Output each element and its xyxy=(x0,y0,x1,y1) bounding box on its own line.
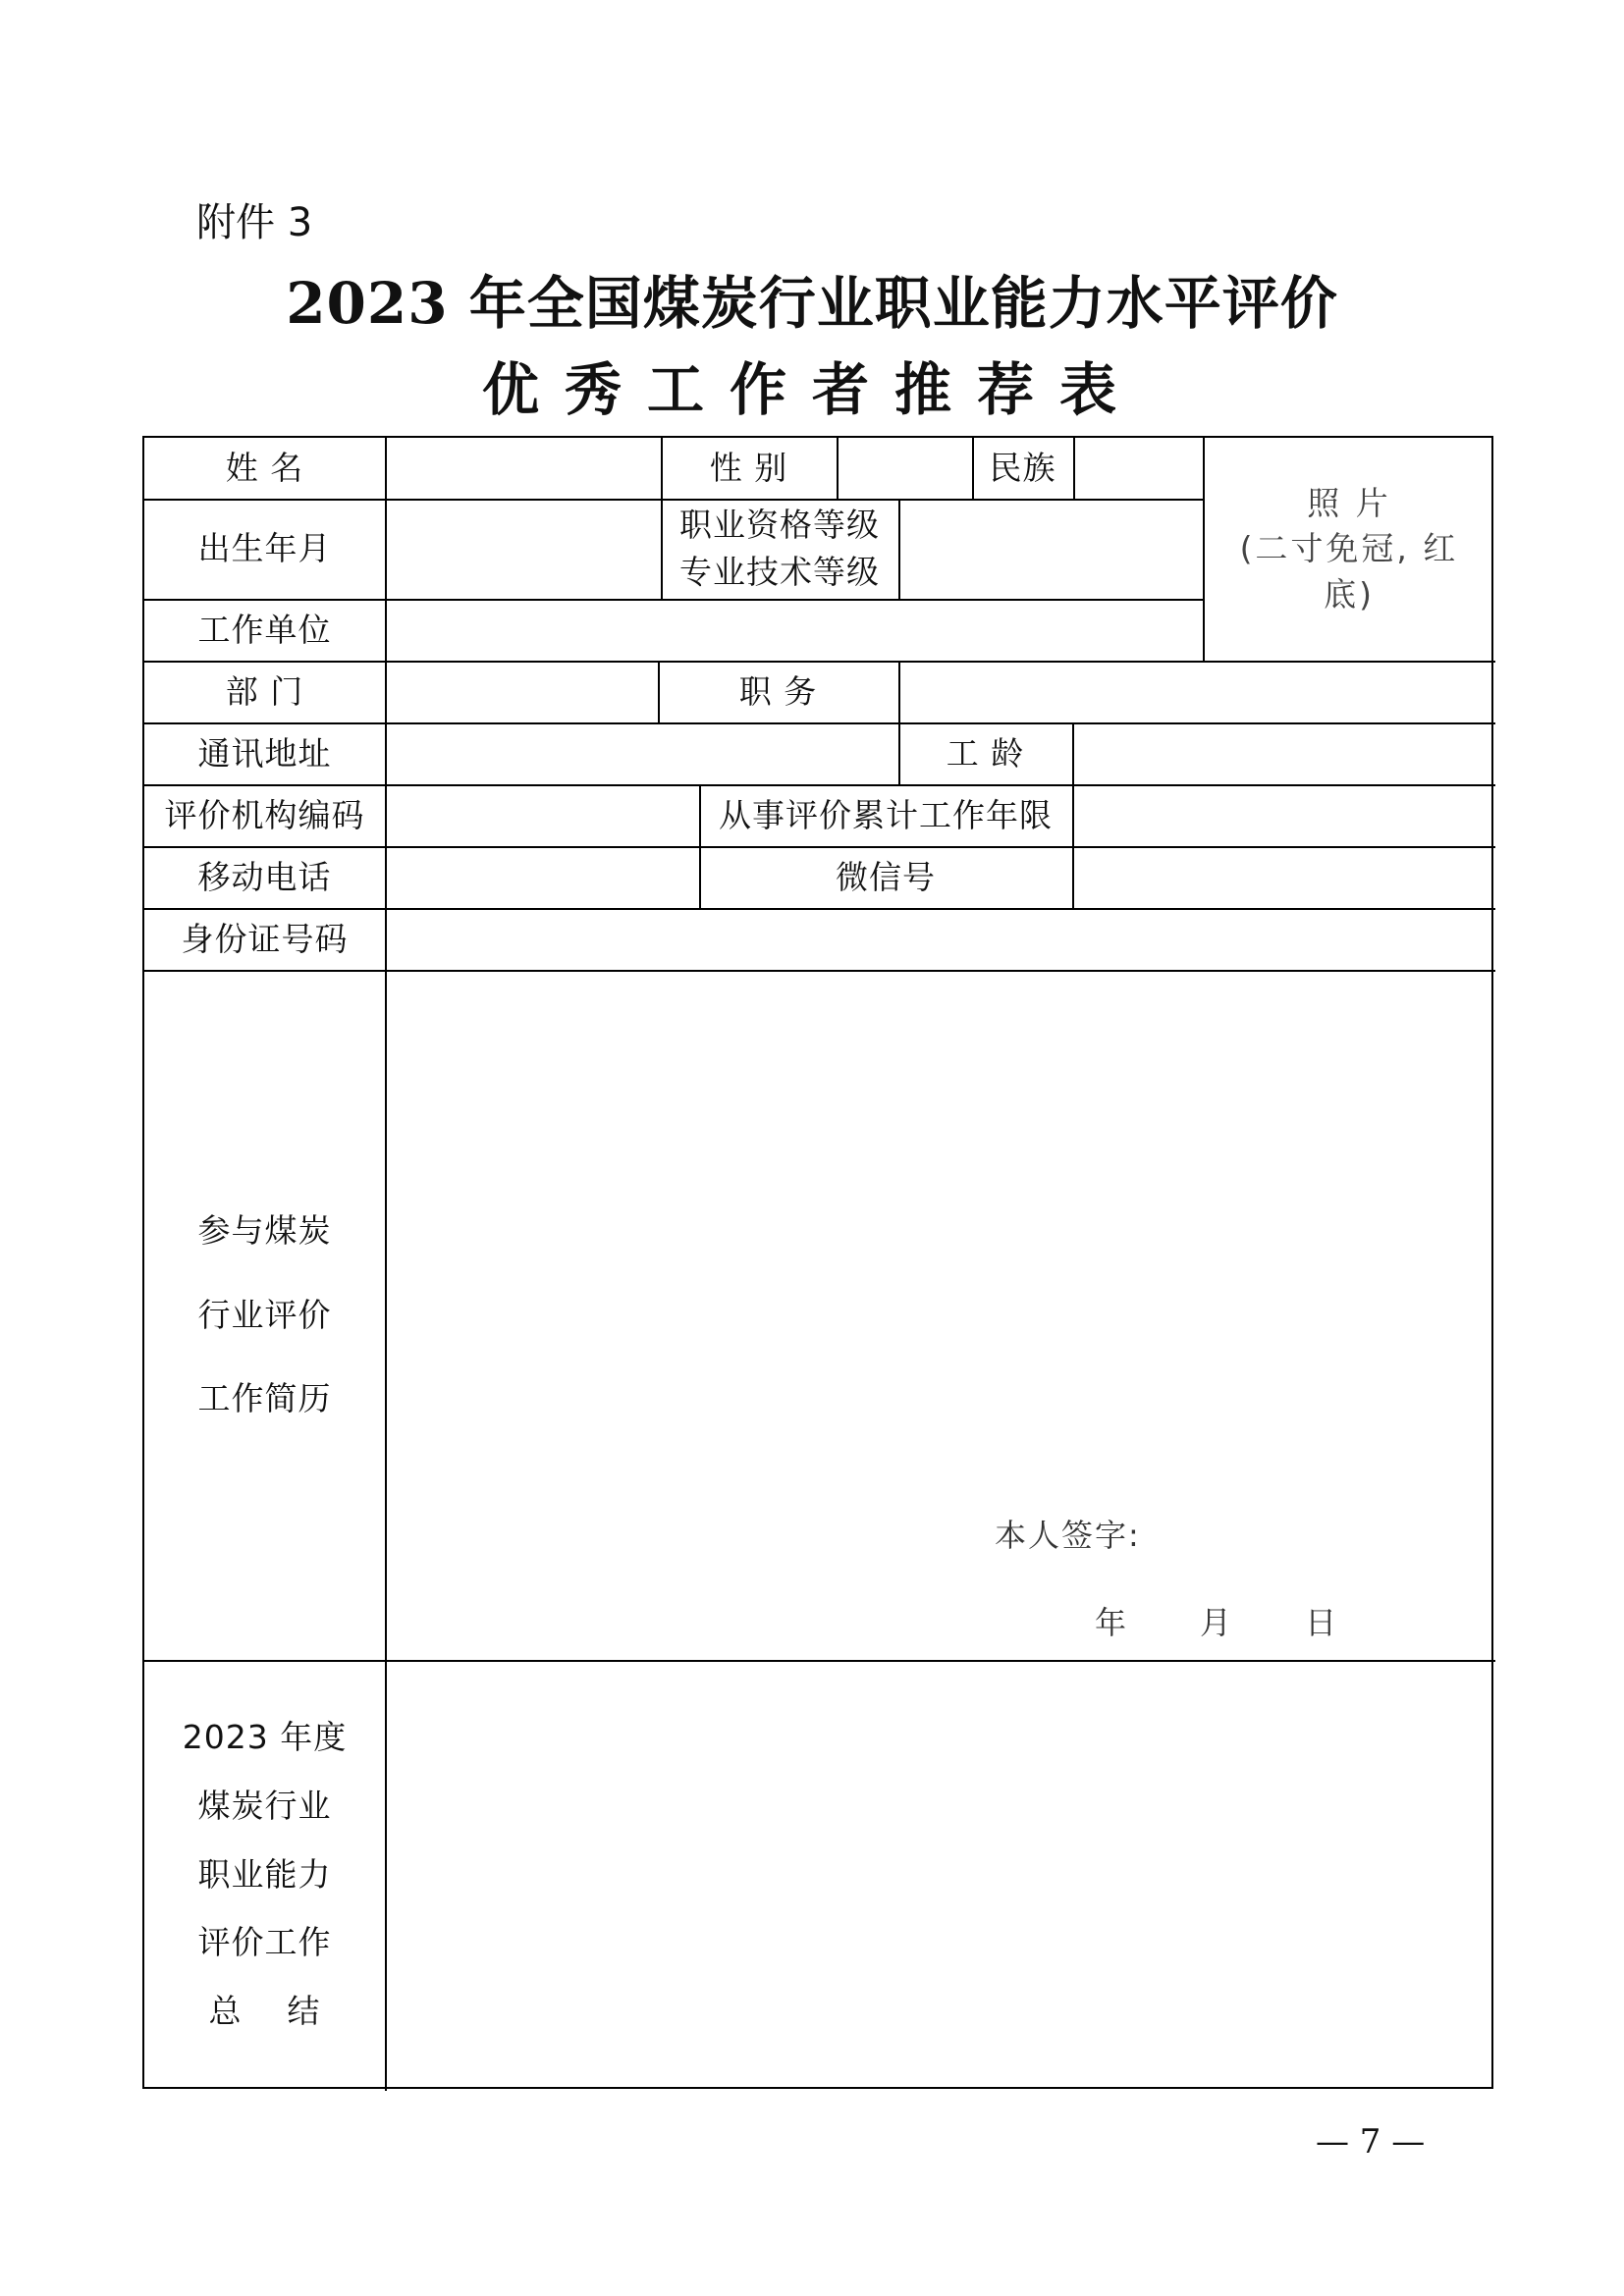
label-id-number: 身份证号码 xyxy=(181,919,349,958)
label-position: 职 务 xyxy=(738,671,818,711)
signature-label: 本人签字: xyxy=(995,1517,1141,1554)
field-seniority[interactable] xyxy=(1074,722,1495,784)
label-org-code: 评价机构编码 xyxy=(164,795,365,834)
label-summary-1: 2023 年度 xyxy=(182,1717,348,1756)
label-qualification-1: 职业资格等级 xyxy=(679,506,880,545)
page-number: — 7 — xyxy=(1316,2122,1426,2162)
field-birth[interactable] xyxy=(387,499,661,599)
photo-note: (二寸免冠, 红 xyxy=(1239,529,1459,568)
label-summary-5: 总 结 xyxy=(208,1992,321,2031)
field-mobile[interactable] xyxy=(387,846,699,908)
field-position[interactable] xyxy=(900,661,1495,722)
label-resume-3: 工作简历 xyxy=(197,1379,332,1418)
field-summary[interactable] xyxy=(387,1660,1495,2089)
field-qualification[interactable] xyxy=(900,499,1203,599)
label-summary-4: 评价工作 xyxy=(197,1923,332,1962)
label-resume xyxy=(144,970,385,1660)
field-ethnicity[interactable] xyxy=(1075,438,1203,499)
label-ethnicity: 民族 xyxy=(989,449,1056,488)
field-name[interactable] xyxy=(387,438,661,499)
field-years-in-eval[interactable] xyxy=(1074,784,1495,846)
label-work-unit: 工作单位 xyxy=(197,610,332,649)
label-name: 姓 名 xyxy=(225,449,304,488)
label-qualification xyxy=(661,499,898,599)
label-address: 通讯地址 xyxy=(197,733,332,773)
label-resume-1: 参与煤炭 xyxy=(197,1210,332,1250)
label-summary-3: 职业能力 xyxy=(197,1854,332,1894)
label-birth: 出生年月 xyxy=(197,529,332,568)
label-gender: 性 别 xyxy=(709,449,788,488)
recommendation-form xyxy=(142,436,1493,2089)
field-org-code[interactable] xyxy=(387,784,699,846)
field-department[interactable] xyxy=(387,661,658,722)
attachment-label: 附件 3 xyxy=(196,200,313,245)
field-address[interactable] xyxy=(387,722,898,784)
signature-date: 年 月 日 xyxy=(1095,1604,1339,1641)
photo-note-2: 底) xyxy=(1324,574,1375,614)
field-resume[interactable] xyxy=(387,970,1495,1660)
label-wechat: 微信号 xyxy=(836,857,936,896)
label-years-in-eval: 从事评价累计工作年限 xyxy=(719,795,1053,834)
field-gender[interactable] xyxy=(839,438,972,499)
document-subtitle: 优秀工作者推荐表 xyxy=(481,356,1142,423)
document-title: 2023 年全国煤炭行业职业能力水平评价 xyxy=(286,270,1338,337)
photo-box[interactable] xyxy=(1205,438,1493,661)
label-mobile: 移动电话 xyxy=(197,857,332,896)
label-summary xyxy=(144,1660,385,2089)
label-qualification-2: 专业技术等级 xyxy=(679,553,880,591)
label-summary-2: 煤炭行业 xyxy=(197,1786,332,1825)
label-department: 部 门 xyxy=(225,671,304,711)
field-work-unit[interactable] xyxy=(387,599,1203,661)
field-wechat[interactable] xyxy=(1074,846,1495,908)
label-resume-2: 行业评价 xyxy=(197,1295,332,1334)
photo-label: 照 片 xyxy=(1307,484,1391,523)
label-seniority: 工 龄 xyxy=(946,733,1025,773)
field-id-number[interactable] xyxy=(387,908,1495,970)
